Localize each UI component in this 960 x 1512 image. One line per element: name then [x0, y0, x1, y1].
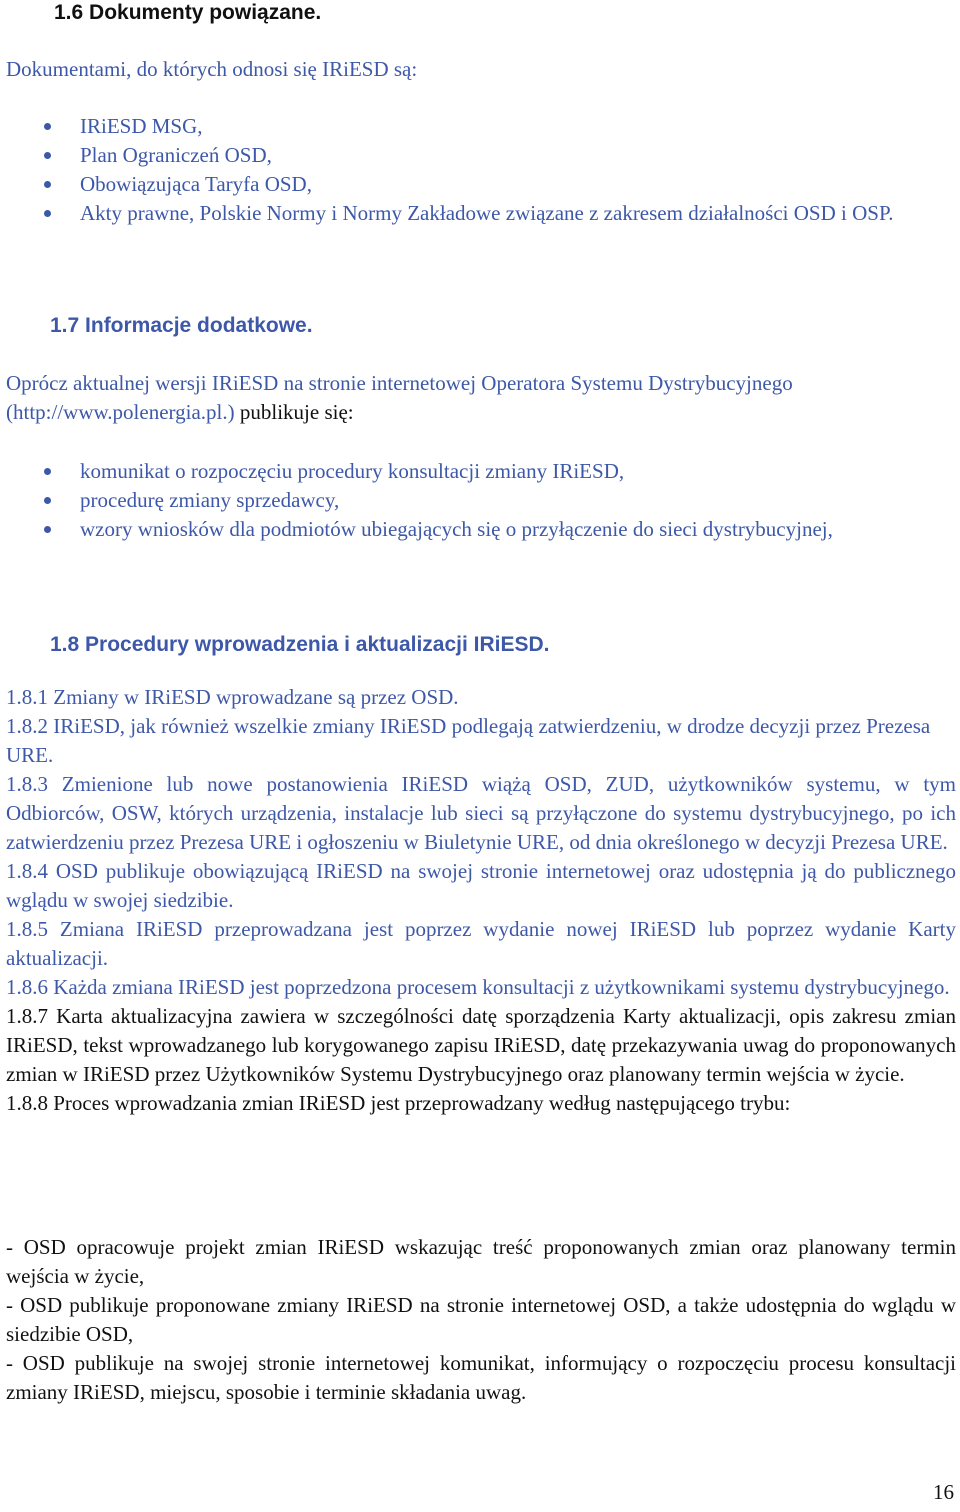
intro-lead: Oprócz aktualnej wersji IRiESD na stronie internetowej Operatora Systemu Dystrybucyjnego [6, 371, 793, 395]
heading-1-6: 1.6 Dokumenty powiązane. [54, 1, 322, 24]
list-item: Obowiązująca Taryfa OSD, [0, 170, 956, 199]
section-1-8-dash-list [6, 1233, 956, 1407]
point-1-8-6: 1.8.6 Każda zmiana IRiESD jest poprzedzona procesem konsultacji z użytkownikami systemu dystrybucyjnego. [6, 975, 950, 999]
heading-1-7: 1.7 Informacje dodatkowe. [50, 314, 313, 337]
section-1-7-list [0, 457, 956, 544]
page-number: 16 [933, 1480, 954, 1504]
list-item: Plan Ograniczeń OSD, [0, 141, 956, 170]
dash-item: - OSD publikuje proponowane zmiany IRiESD na stronie internetowej OSD, a także udostępnia do wglądu w siedzibie OSD, [6, 1293, 956, 1346]
list-item: wzory wniosków dla podmiotów ubiegających się o przyłączenie do sieci dystrybucyjnej, [0, 515, 956, 544]
section-1-8-points [6, 683, 956, 1118]
section-1-6-intro: Dokumentami, do których odnosi się IRiESD są: [6, 57, 418, 81]
point-1-8-5: 1.8.5 Zmiana IRiESD przeprowadzana jest poprzez wydanie nowej IRiESD lub poprzez wydanie Karty aktualizacji. [6, 917, 956, 970]
heading-1-8: 1.8 Procedury wprowadzenia i aktualizacji IRiESD. [50, 633, 550, 656]
point-1-8-1: 1.8.1 Zmiany w IRiESD wprowadzane są przez OSD. [6, 685, 459, 709]
point-1-8-7: 1.8.7 Karta aktualizacyjna zawiera w szczególności datę sporządzenia Karty aktualizacji, opis zakresu zmian IRiESD, tekst wprowadzanego lub korygowanego zapisu IRiESD, datę przekazywania uwag do proponowanych zmian w IRiESD przez Użytkowników Systemu Dystrybucyjnego oraz planowany termin wejścia w życie. [6, 1004, 956, 1086]
dash-item: - OSD opracowuje projekt zmian IRiESD wskazując treść proponowanych zmian oraz planowany termin wejścia w życie, [6, 1235, 956, 1288]
point-1-8-3: 1.8.3 Zmienione lub nowe postanowienia IRiESD wiążą OSD, ZUD, użytkowników systemu, w tym Odbiorców, OSW, których urządzenia, instalacje lub sieci są przyłączone do systemu dystrybucyjnego, po ich zatwierdzeniu przez Prezesa URE i ogłoszeniu w Biuletynie URE, od dnia określonego w decyzji Prezesa URE. [6, 772, 956, 854]
list-item: komunikat o rozpoczęciu procedury konsultacji zmiany IRiESD, [0, 457, 956, 486]
point-1-8-4: 1.8.4 OSD publikuje obowiązującą IRiESD na swojej stronie internetowej oraz udostępnia ją do publicznego wglądu w swojej siedzibie. [6, 859, 956, 912]
list-item: procedurę zmiany sprzedawcy, [0, 486, 956, 515]
dash-item: - OSD publikuje na swojej stronie internetowej komunikat, informujący o rozpoczęciu procesu konsultacji zmiany IRiESD, miejscu, sposobie i terminie składania uwag. [6, 1351, 956, 1404]
point-1-8-2: 1.8.2 IRiESD, jak również wszelkie zmiany IRiESD podlegają zatwierdzeniu, w drodze decyzji przez Prezesa URE. [6, 714, 931, 767]
section-1-6-list [0, 112, 956, 228]
list-item: Akty prawne, Polskie Normy i Normy Zakładowe związane z zakresem działalności OSD i OSP. [0, 199, 956, 228]
list-item: IRiESD MSG, [0, 112, 956, 141]
section-1-7-intro [6, 369, 956, 427]
intro-tail: publikuje się: [234, 400, 354, 424]
polenergia-link[interactable]: (http://www.polenergia.pl.) [6, 400, 235, 424]
point-1-8-8: 1.8.8 Proces wprowadzania zmian IRiESD jest przeprowadzany według następującego trybu: [6, 1091, 791, 1115]
